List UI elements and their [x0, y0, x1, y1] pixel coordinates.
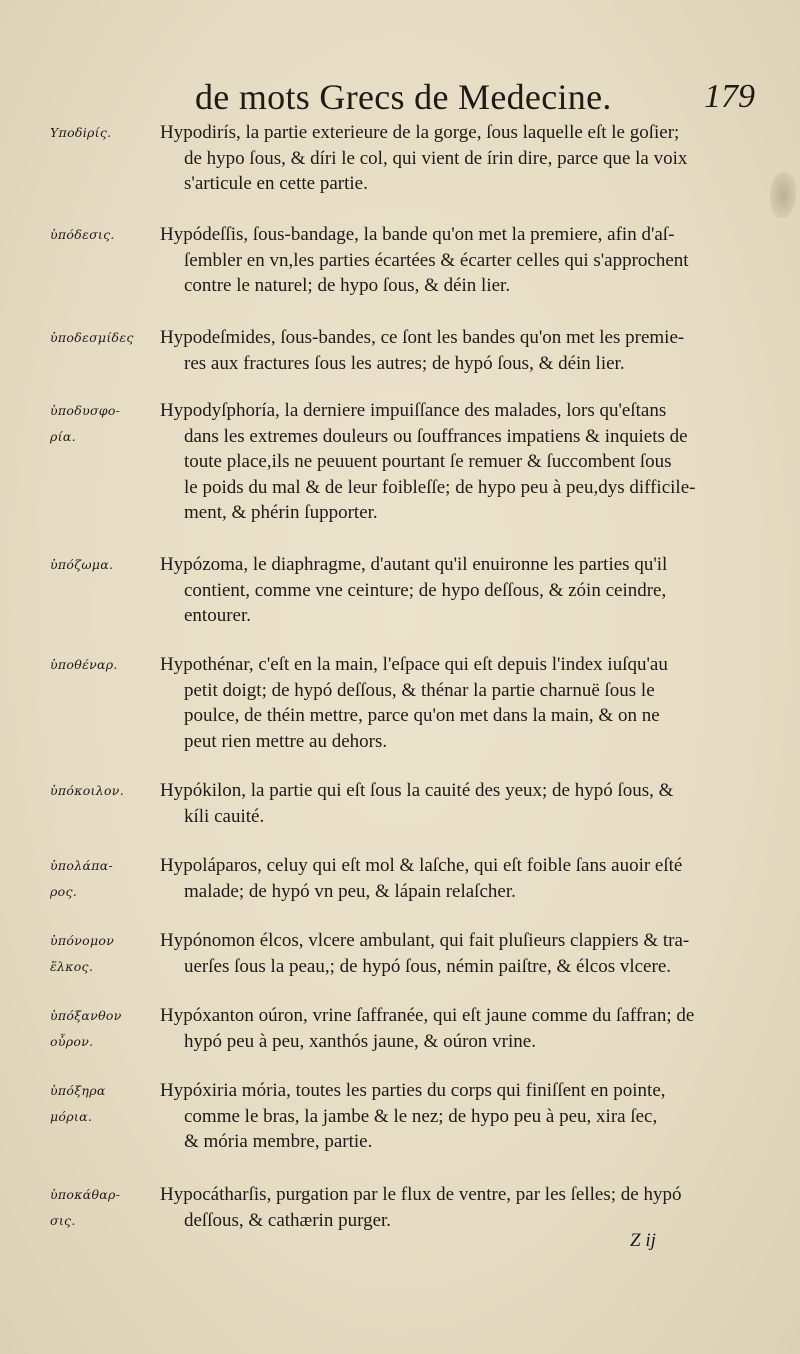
- greek-headword-line: οὖρον.: [50, 1034, 94, 1049]
- greek-headword-line: σις.: [50, 1213, 76, 1228]
- greek-headword: [50, 853, 160, 905]
- greek-headword: [50, 325, 160, 351]
- entry-definition: [160, 1003, 740, 1054]
- definition-line: peut rien mettre au dehors.: [184, 730, 388, 752]
- definition-line: Hypocátharſis, purgation par le flux de ventre, par les ſelles; de hypó: [160, 1184, 682, 1205]
- definition-line: kíli cauité.: [184, 805, 265, 827]
- greek-headword-line: ρος.: [50, 884, 78, 899]
- definition-line: hypó peu à peu, xanthós jaune, & oúron vrine.: [184, 1030, 536, 1052]
- greek-headword: [50, 928, 160, 980]
- definition-line: Hypódeſſis, ſous-bandage, la bande qu'on met la premiere, afin d'aſ-: [160, 224, 675, 245]
- greek-headword-line: ὑπόξηρα: [50, 1083, 106, 1098]
- entry-definition: [160, 222, 740, 299]
- greek-headword-line: ρία.: [50, 429, 76, 444]
- definition-line: Hypothénar, c'eſt en la main, l'eſpace qui eſt depuis l'index iuſqu'au: [160, 654, 668, 675]
- definition-line: deſſous, & cathærin purger.: [184, 1209, 392, 1231]
- definition-line: toute place,ils ne peuuent pourtant ſe remuer & ſuccombent ſous: [184, 451, 672, 472]
- entry-definition: [160, 120, 740, 197]
- definition-line: le poids du mal & de leur foibleſſe; de hypo peu à peu,dys difficile-: [184, 476, 696, 498]
- entry-definition: [160, 1078, 740, 1155]
- definition-line: res aux fractures ſous les autres; de hypó ſous, & déin lier.: [184, 352, 625, 374]
- definition-line: dans les extremes douleurs ou ſouffrances impatiens & inquiets de: [184, 425, 688, 447]
- definition-line: entourer.: [184, 605, 252, 626]
- definition-line: Hypodeſmides, ſous-bandes, ce ſont les bandes qu'on met les premie-: [160, 327, 685, 348]
- greek-headword-line: Υπoδiρίς.: [50, 125, 112, 140]
- definition-line: contient, comme vne ceinture; de hypo deſſous, & zóin ceindre,: [184, 579, 667, 601]
- greek-headword: [50, 652, 160, 678]
- definition-line: Hypodyſphoría, la derniere impuiſſance des malades, lors qu'eſtans: [160, 400, 667, 421]
- entry-definition: [160, 1182, 740, 1233]
- greek-headword: [50, 552, 160, 578]
- greek-headword: [50, 778, 160, 804]
- definition-line: petit doigt; de hypó deſſous, & thénar la partie charnuë ſous le: [184, 679, 655, 701]
- entry-definition: [160, 853, 740, 904]
- page-number: 179: [704, 78, 755, 115]
- greek-headword-line: ὑποκάθαρ-: [50, 1187, 121, 1202]
- entry-definition: [160, 398, 740, 526]
- ink-stain: [770, 172, 796, 218]
- entry-definition: [160, 652, 740, 754]
- running-header: [195, 76, 755, 124]
- definition-line: Hypózoma, le diaphragme, d'autant qu'il enuironne les parties qu'il: [160, 554, 668, 575]
- greek-headword-line: ὑποδεσμίδες: [50, 330, 134, 345]
- greek-headword: [50, 222, 160, 248]
- greek-headword: [50, 398, 160, 450]
- definition-line: Hypónomon élcos, vlcere ambulant, qui fait pluſieurs clappiers & tra-: [160, 930, 690, 951]
- greek-headword: [50, 1078, 160, 1130]
- greek-headword-line: ὑπόνομον: [50, 933, 115, 948]
- greek-headword-line: ὑπόκοιλον.: [50, 783, 124, 798]
- definition-line: de hypo ſous, & díri le col, qui vient de írin dire, parce que la voix: [184, 147, 688, 169]
- greek-headword-line: ὑπόξανθον: [50, 1008, 122, 1023]
- definition-line: ment, & phérin ſupporter.: [184, 502, 378, 523]
- greek-headword: [50, 120, 160, 146]
- page-title: de mots Grecs de Medecine.: [195, 77, 612, 117]
- definition-line: comme le bras, la jambe & le nez; de hypo peu à peu, xira ſec,: [184, 1105, 658, 1127]
- definition-line: Hypodirís, la partie exterieure de la gorge, ſous laquelle eſt le goſier;: [160, 122, 680, 143]
- definition-line: & mória membre, partie.: [184, 1131, 373, 1152]
- greek-headword-line: ὑπολάπα-: [50, 858, 113, 873]
- definition-line: Hypoláparos, celuy qui eſt mol & laſche, qui eſt foible ſans auoir eſté: [160, 855, 683, 876]
- entry-definition: [160, 778, 740, 829]
- greek-headword-line: ὑποθέναρ.: [50, 657, 118, 672]
- greek-headword-line: μόρια.: [50, 1109, 93, 1124]
- greek-headword: [50, 1003, 160, 1055]
- definition-line: poulce, de théin mettre, parce qu'on met dans la main, & on ne: [184, 705, 660, 726]
- entry-definition: [160, 552, 740, 629]
- signature-mark: Z ij: [630, 1230, 656, 1251]
- entry-definition: [160, 928, 740, 979]
- definition-line: Hypókilon, la partie qui eſt ſous la cauité des yeux; de hypó ſous, &: [160, 780, 674, 801]
- greek-headword-line: ὑποδυσφο-: [50, 403, 121, 418]
- definition-line: contre le naturel; de hypo ſous, & déin lier.: [184, 275, 511, 296]
- entry-definition: [160, 325, 740, 376]
- greek-headword: [50, 1182, 160, 1234]
- definition-line: uerſes ſous la peau,; de hypó ſous, némin paiſtre, & élcos vlcere.: [184, 955, 671, 977]
- definition-line: Hypóxanton oúron, vrine ſaffranée, qui eſt jaune comme du ſaffran; de: [160, 1005, 695, 1026]
- greek-headword-line: ἕλκος.: [50, 959, 94, 974]
- definition-line: s'articule en cette partie.: [184, 173, 368, 194]
- greek-headword-line: ὑπόζωμα.: [50, 557, 114, 572]
- definition-line: Hypóxiria mória, toutes les parties du corps qui finiſſent en pointe,: [160, 1080, 666, 1101]
- greek-headword-line: ὑπόδεσις.: [50, 227, 115, 242]
- definition-line: malade; de hypó vn peu, & lápain relaſcher.: [184, 880, 516, 902]
- definition-line: ſembler en vn,les parties écartées & écarter celles qui s'approchent: [184, 249, 689, 271]
